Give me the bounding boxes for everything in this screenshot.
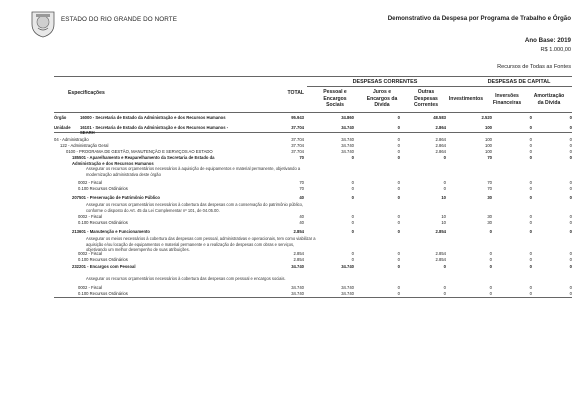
- row-label: 207501 - Preservação de Patrimônio Público: [72, 195, 160, 200]
- row-value: 34.860: [341, 115, 354, 120]
- row-label: 185501 - Aparelhamento e Reaparelhamento da Secretaria de Estado da: [72, 155, 215, 160]
- row-value: 0: [351, 186, 354, 191]
- row-value: 0: [569, 195, 572, 200]
- row-value: 100: [485, 149, 492, 154]
- row-value: 0: [443, 180, 446, 185]
- row-value: 0: [569, 149, 572, 154]
- row-value: 37.704: [291, 149, 304, 154]
- row-label: 0.100 Recursos Ordinários: [78, 220, 128, 225]
- table-row: [54, 115, 572, 121]
- header-bottom-rule: [54, 112, 572, 113]
- row-value: 10: [441, 220, 446, 225]
- row-value: 0: [569, 155, 572, 160]
- row-value: 2.864: [435, 125, 446, 130]
- row-value: 0: [397, 125, 400, 130]
- row-value: 34.740: [341, 285, 354, 290]
- row-value: 0: [529, 285, 532, 290]
- row-value: 0: [397, 149, 400, 154]
- row-label-detail: 16000 - Secretaria de Estado da Administração e dos Recursos Humanos: [80, 115, 226, 120]
- col-investimentos: Investimentos: [448, 96, 484, 102]
- col-outras: Outras Despesas Correntes: [413, 89, 439, 109]
- row-value: 0: [529, 291, 532, 296]
- row-value: 2.854: [293, 251, 304, 256]
- row-value: 0: [351, 214, 354, 219]
- row-value: 70: [487, 180, 492, 185]
- row-value: 0: [397, 180, 400, 185]
- row-value: 10: [441, 195, 446, 200]
- row-value: 0: [569, 186, 572, 191]
- row-value: 0: [443, 155, 446, 160]
- row-value: 0: [489, 251, 492, 256]
- row-value: 30: [487, 195, 492, 200]
- row-value: 2.864: [435, 137, 446, 142]
- row-value: 0: [397, 229, 400, 234]
- header-top-rule: [54, 76, 572, 77]
- row-value: 0: [569, 257, 572, 262]
- row-value: 40: [299, 195, 304, 200]
- state-coat-of-arms-logo: [30, 8, 56, 38]
- row-value: 95.943: [291, 115, 304, 120]
- row-value: 0: [569, 264, 572, 269]
- row-value: 2.854: [435, 229, 446, 234]
- row-value: 0: [351, 257, 354, 262]
- table-row: [54, 229, 572, 235]
- row-value: 0: [529, 195, 532, 200]
- row-label: 04 - Administração: [54, 137, 89, 142]
- row-label: Órgão: [54, 115, 67, 120]
- row-value: 70: [299, 186, 304, 191]
- row-label: 0002 - Fiscal: [78, 214, 102, 219]
- row-label: 0002 - Fiscal: [78, 180, 102, 185]
- row-value: 0: [529, 155, 532, 160]
- row-label: 0.100 Recursos Ordinários: [78, 186, 128, 191]
- group-despesas-capital: DESPESAS DE CAPITAL: [487, 79, 551, 85]
- row-value: 2.854: [435, 257, 446, 262]
- row-value: 0: [569, 251, 572, 256]
- row-value: 37.704: [291, 125, 304, 130]
- col-pessoal: Pessoal e Encargos Sociais: [323, 89, 347, 109]
- row-value: 30: [487, 214, 492, 219]
- row-value: 34.740: [341, 149, 354, 154]
- row-value: 0: [529, 143, 532, 148]
- description-207501: Assegurar os recursos orçamentários necessários à cobertura das despesas com a conservação do patrimônio público, conforme o disposto do Art. 45 da Lei Complementar nº 101, de 04.05.00.: [86, 202, 304, 213]
- row-label: 122 - Administração Geral: [60, 143, 109, 148]
- row-label: 0002 - Fiscal: [78, 251, 102, 256]
- description-185501: Assegurar os recursos orçamentários necessários à aquisição de equipamentos e material permanente, objetivando a modernização administrativa deste órgão: [86, 166, 301, 177]
- row-value: 0: [529, 214, 532, 219]
- row-value: 0: [569, 180, 572, 185]
- row-value: 2.854: [435, 251, 446, 256]
- row-value: 37.704: [291, 137, 304, 142]
- row-value: 0: [397, 264, 400, 269]
- row-value: 0: [529, 220, 532, 225]
- row-value: 0: [443, 186, 446, 191]
- row-value: 70: [487, 155, 492, 160]
- row-value: 0: [489, 285, 492, 290]
- row-value: 0: [569, 229, 572, 234]
- col-juros: Juros e Encargos da Dívida: [366, 89, 398, 109]
- col-amortizacao: Amortização da Dívida: [533, 93, 565, 106]
- row-value: 40: [299, 214, 304, 219]
- row-value: 0: [529, 180, 532, 185]
- row-label-detail: SEARH: [80, 130, 95, 135]
- row-value: 0: [443, 291, 446, 296]
- row-value: 0: [529, 257, 532, 262]
- table-row: [54, 195, 572, 201]
- row-value: 0: [351, 220, 354, 225]
- row-value: 0: [351, 251, 354, 256]
- row-value: 34.740: [341, 137, 354, 142]
- row-value: 100: [485, 125, 492, 130]
- row-value: 34.740: [291, 264, 304, 269]
- row-value: 0: [569, 285, 572, 290]
- row-value: 0: [397, 195, 400, 200]
- row-label: Unidade: [54, 125, 71, 130]
- row-value: 34.740: [291, 285, 304, 290]
- row-value: 0: [443, 264, 446, 269]
- row-value: 0: [529, 137, 532, 142]
- row-value: 0: [569, 214, 572, 219]
- row-value: 34.740: [291, 291, 304, 296]
- table-row: [54, 186, 572, 192]
- table-row: [54, 220, 572, 226]
- row-value: 0: [397, 257, 400, 262]
- row-value: 0: [529, 125, 532, 130]
- row-label: 0.100 Recursos Ordinários: [78, 257, 128, 262]
- row-value: 0: [397, 291, 400, 296]
- row-value: 34.740: [341, 264, 354, 269]
- row-label: 0002 - Fiscal: [78, 285, 102, 290]
- row-label: 0.100 Recursos Ordinários: [78, 291, 128, 296]
- col-total: TOTAL: [287, 90, 304, 96]
- row-value: 40: [299, 220, 304, 225]
- row-value: 100: [485, 137, 492, 142]
- row-value: 0: [397, 220, 400, 225]
- row-value: 0: [351, 229, 354, 234]
- description-213601: Assegurar os meios necessários à cobertura das despesas com pessoal, administrativas e operacionais, tem como viabilizar a aquisição e/ou locação de equipamentos e material permanente e a realização de despesas com obras e serviços, objetivando um melhor desempenho de suas atribuições.: [86, 236, 316, 253]
- description-232201: Assegurar os recursos orçamentários necessários à cobertura das despesas com pessoal e encargos sociais.: [86, 276, 286, 281]
- funding-sources: Recursos de Todas as Fontes: [497, 64, 571, 70]
- row-value: 70: [299, 180, 304, 185]
- report-title: Demonstrativo da Despesa por Programa de Trabalho e Órgão: [387, 15, 571, 22]
- state-name: ESTADO DO RIO GRANDE DO NORTE: [61, 16, 178, 23]
- col-especificacoes: Especificações: [68, 90, 105, 96]
- row-label: Administração e dos Recursos Humanos: [72, 161, 154, 166]
- row-value: 34.740: [341, 143, 354, 148]
- table-row: [54, 264, 572, 270]
- row-value: 34.740: [341, 291, 354, 296]
- row-value: 0: [397, 285, 400, 290]
- row-value: 0: [529, 264, 532, 269]
- row-value: 10: [441, 214, 446, 219]
- group-rule: [307, 86, 572, 87]
- row-label: 232201 - Encargos com Pessoal: [72, 264, 136, 269]
- row-value: 0: [569, 220, 572, 225]
- row-value: 0: [569, 137, 572, 142]
- row-value: 30: [487, 220, 492, 225]
- row-value: 37.704: [291, 143, 304, 148]
- row-value: 0: [489, 291, 492, 296]
- row-label: 213601 - Manutenção e Funcionamento: [72, 229, 150, 234]
- base-year: Ano Base: 2019: [524, 37, 571, 44]
- row-value: 0: [443, 285, 446, 290]
- row-value: 70: [487, 186, 492, 191]
- row-value: 2.854: [293, 257, 304, 262]
- row-value: 0: [351, 155, 354, 160]
- row-value: 0: [397, 143, 400, 148]
- row-value: 0: [397, 137, 400, 142]
- table-row: [54, 257, 572, 263]
- row-value: 0: [569, 115, 572, 120]
- row-value: 2.520: [481, 115, 492, 120]
- row-value: 2.864: [435, 143, 446, 148]
- currency-unit: R$ 1.000,00: [540, 47, 571, 53]
- table-row: [54, 130, 572, 136]
- row-label-detail: 16101 - Secretaria de Estado da Administração e dos Recursos Humanos -: [80, 125, 229, 130]
- row-value: 34.740: [341, 125, 354, 130]
- row-value: 48.583: [433, 115, 446, 120]
- footer-rule: [54, 297, 572, 298]
- row-value: 0: [569, 291, 572, 296]
- row-value: 0: [397, 214, 400, 219]
- row-value: 0: [397, 251, 400, 256]
- row-value: 0: [529, 229, 532, 234]
- group-despesas-correntes: DESPESAS CORRENTES: [352, 79, 418, 85]
- row-value: 2.864: [435, 149, 446, 154]
- row-value: 0: [529, 251, 532, 256]
- row-value: 0: [351, 180, 354, 185]
- row-value: 0: [529, 186, 532, 191]
- table-row: [54, 291, 572, 297]
- row-value: 0: [397, 186, 400, 191]
- row-value: 100: [485, 143, 492, 148]
- row-value: 0: [569, 125, 572, 130]
- row-value: 0: [397, 115, 400, 120]
- row-value: 0: [397, 155, 400, 160]
- row-value: 0: [489, 257, 492, 262]
- row-value: 2.854: [293, 229, 304, 234]
- row-value: 0: [489, 264, 492, 269]
- row-value: 0: [529, 149, 532, 154]
- row-label: 0100 - PROGRAMA DE GESTÃO, MANUTENÇÃO E SERVIÇOS AO ESTADO: [66, 149, 213, 154]
- row-value: 0: [569, 143, 572, 148]
- row-value: 70: [299, 155, 304, 160]
- row-value: 0: [529, 115, 532, 120]
- col-inversoes: Inversões Financeiras: [492, 93, 522, 106]
- row-value: 0: [489, 229, 492, 234]
- row-value: 0: [351, 195, 354, 200]
